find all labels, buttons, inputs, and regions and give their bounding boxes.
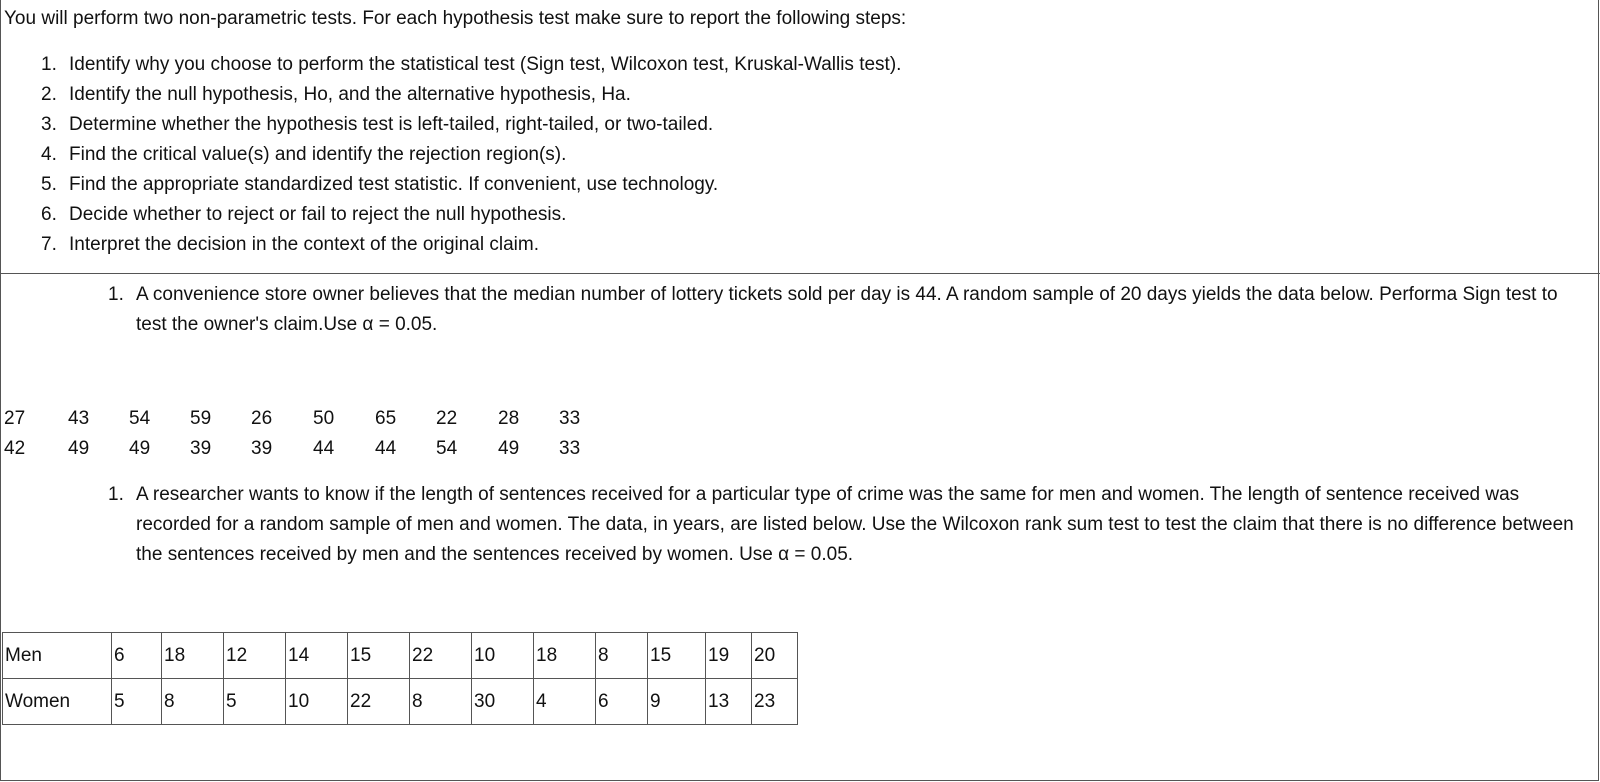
data-value: 26 — [251, 408, 273, 429]
data-value: 49 — [68, 438, 90, 459]
table-cell: 18 — [534, 633, 596, 679]
table-cell: 8 — [162, 679, 224, 725]
step-item: 2. Identify the null hypothesis, Ho, and the alternative hypothesis, Ha. — [41, 84, 631, 105]
step-item: 6. Decide whether to reject or fail to reject the null hypothesis. — [41, 204, 567, 225]
table-cell: 15 — [648, 633, 706, 679]
data-value: 54 — [436, 438, 458, 459]
table-cell: 18 — [162, 633, 224, 679]
table-cell: 22 — [348, 679, 410, 725]
problem-text: A researcher wants to know if the length of sentences received for a particular type of crime was the same for men and women. The length of sentence received was recorded for a random sample of men and women. The data, in years, are listed below. Use the Wilcoxon rank sum test to test the claim that there is no difference between the sentences received by men and the sentences received by women. Use α = 0.05. — [136, 484, 1574, 565]
step-item: 3. Determine whether the hypothesis test is left-tailed, right-tailed, or two-tailed. — [41, 114, 714, 135]
problem-sign-test — [108, 280, 1580, 340]
table-cell: 30 — [472, 679, 534, 725]
men-label: Men — [3, 633, 112, 679]
table-cell: 23 — [752, 679, 798, 725]
step-item: 5. Find the appropriate standardized test statistic. If convenient, use technology. — [41, 174, 719, 195]
table-cell: 9 — [648, 679, 706, 725]
women-label: Women — [3, 679, 112, 725]
data-value: 49 — [129, 438, 151, 459]
data-value: 39 — [251, 438, 273, 459]
data-value: 44 — [313, 438, 335, 459]
problem-text: A convenience store owner believes that the median number of lottery tickets sold per day is 44. A random sample of 20 days yields the data below. Performa Sign test to test the owner's claim.Use α = 0.05. — [136, 284, 1558, 335]
data-value: 59 — [190, 408, 212, 429]
table-cell: 13 — [706, 679, 752, 725]
table-cell: 19 — [706, 633, 752, 679]
data-value: 27 — [4, 408, 26, 429]
data-value: 54 — [129, 408, 151, 429]
table-cell: 14 — [286, 633, 348, 679]
problem-number: 1. — [108, 284, 124, 305]
data-value: 33 — [559, 408, 581, 429]
women-row — [3, 679, 798, 725]
table-cell: 5 — [224, 679, 286, 725]
data-value: 44 — [375, 438, 397, 459]
table-cell: 22 — [410, 633, 472, 679]
table-cell: 5 — [112, 679, 162, 725]
table-cell: 6 — [596, 679, 648, 725]
data-value: 49 — [498, 438, 520, 459]
table-cell: 10 — [286, 679, 348, 725]
table-cell: 15 — [348, 633, 410, 679]
table-cell: 4 — [534, 679, 596, 725]
data-value: 65 — [375, 408, 397, 429]
data-value: 50 — [313, 408, 335, 429]
table-cell: 10 — [472, 633, 534, 679]
data-value: 42 — [4, 438, 26, 459]
data-value: 43 — [68, 408, 90, 429]
table-cell: 20 — [752, 633, 798, 679]
men-row — [3, 633, 798, 679]
section-divider — [0, 273, 1600, 274]
problem-wilcoxon-test — [108, 480, 1598, 570]
step-item: 7. Interpret the decision in the context of the original claim. — [41, 234, 539, 255]
wilcoxon-data-table — [2, 632, 798, 725]
problem-number: 1. — [108, 484, 124, 505]
data-value: 39 — [190, 438, 212, 459]
data-value: 22 — [436, 408, 458, 429]
data-value: 28 — [498, 408, 520, 429]
data-value: 33 — [559, 438, 581, 459]
intro-text: You will perform two non-parametric tests. For each hypothesis test make sure to report the following steps: — [4, 8, 907, 29]
table-cell: 6 — [112, 633, 162, 679]
step-item: 4. Find the critical value(s) and identify the rejection region(s). — [41, 144, 567, 165]
table-cell: 12 — [224, 633, 286, 679]
table-cell: 8 — [410, 679, 472, 725]
table-cell: 8 — [596, 633, 648, 679]
step-item: 1. Identify why you choose to perform the statistical test (Sign test, Wilcoxon test, Kruskal-Wallis test). — [41, 54, 902, 75]
steps-list — [0, 50, 901, 260]
